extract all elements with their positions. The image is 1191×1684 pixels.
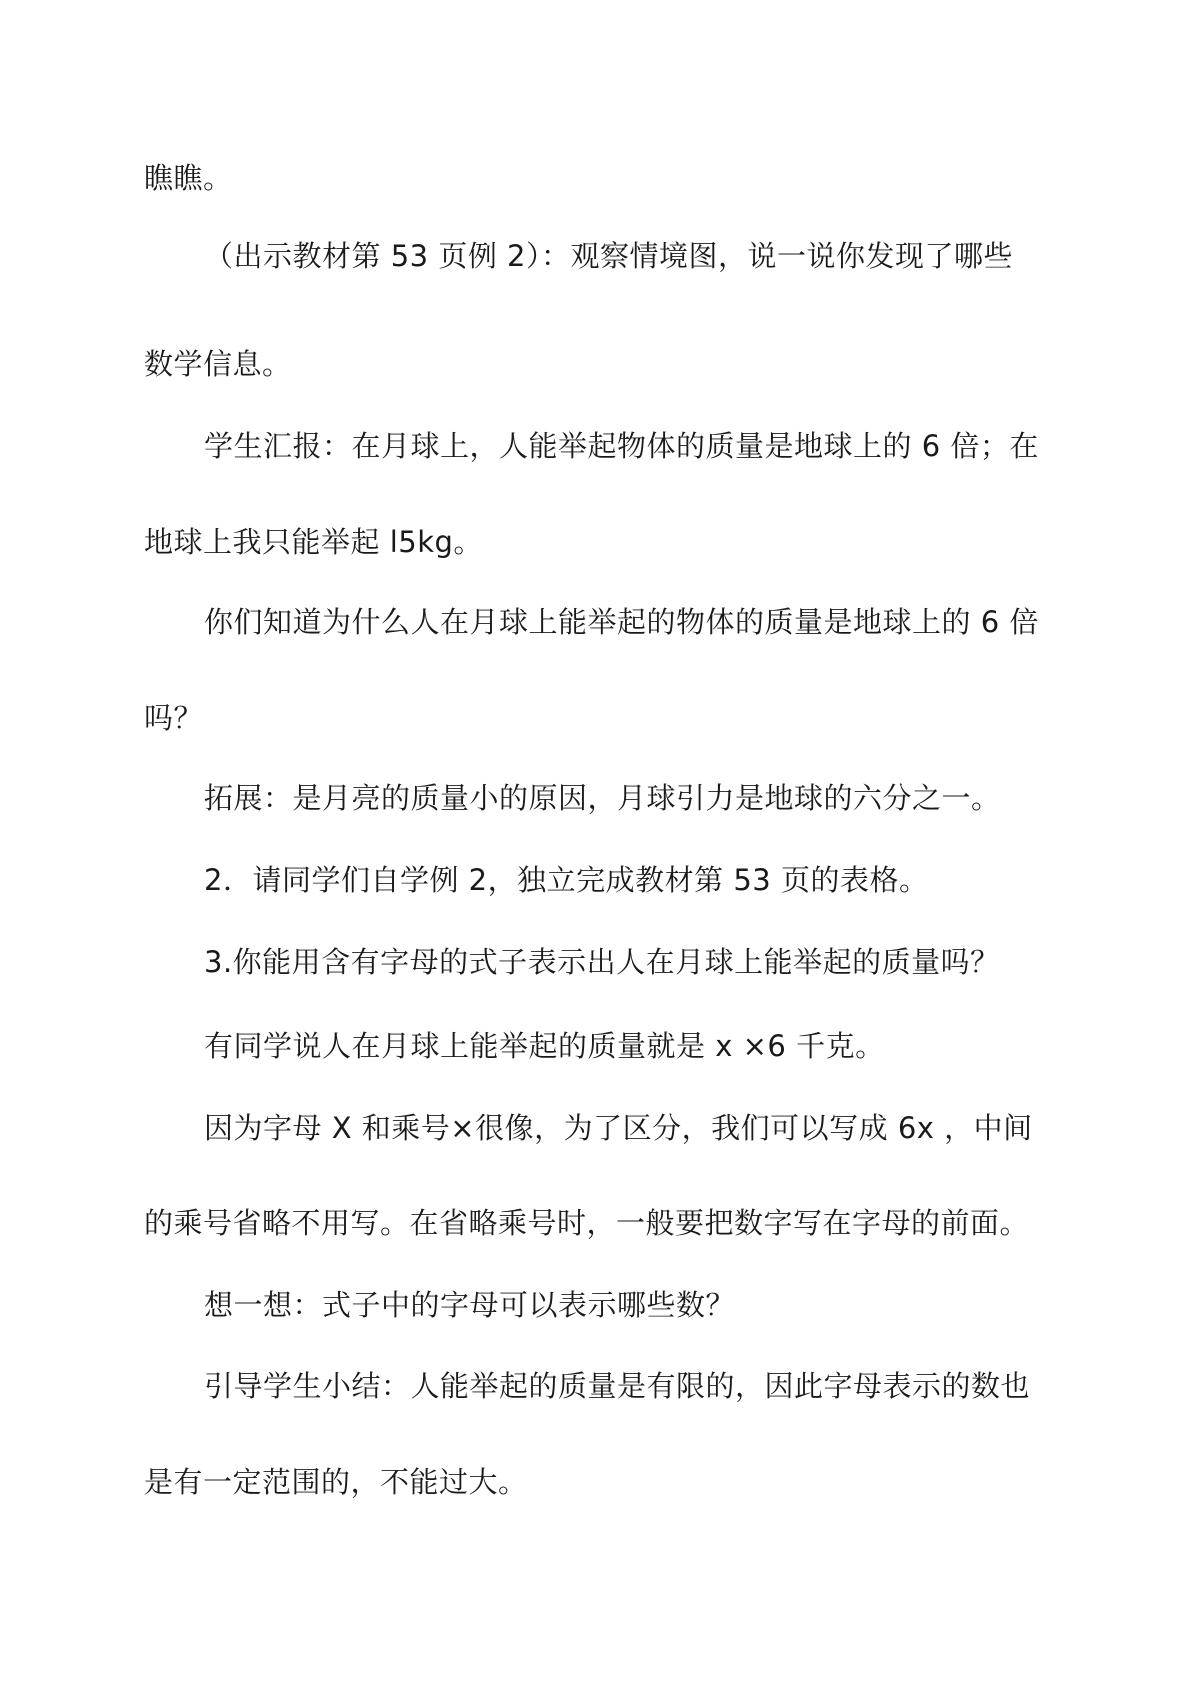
text-line-2: （出示教材第 53 页例 2）：观察情境图，说一说你发现了哪些 [204,239,1014,273]
text-line-11: 有同学说人在月球上能举起的质量就是 x ×6 千克。 [204,1029,885,1063]
text-line-15: 引导学生小结：人能举起的质量是有限的，因此字母表示的数也 [204,1369,1031,1403]
text-line-5: 地球上我只能举起 l5kg。 [144,525,483,559]
text-line-9: 2．请同学们自学例 2，独立完成教材第 53 页的表格。 [204,863,929,897]
text-line-4: 学生汇报：在月球上，人能举起物体的质量是地球上的 6 倍；在 [204,429,1039,463]
text-line-7: 吗？ [144,701,204,735]
text-line-1: 瞧瞧。 [144,161,233,195]
text-line-10: 3.你能用含有字母的式子表示出人在月球上能举起的质量吗？ [204,945,1000,979]
text-line-13: 的乘号省略不用写。在省略乘号时，一般要把数字写在字母的前面。 [144,1206,1030,1240]
text-line-14: 想一想：式子中的字母可以表示哪些数？ [204,1288,736,1322]
text-line-3: 数学信息。 [144,347,292,381]
text-line-6: 你们知道为什么人在月球上能举起的物体的质量是地球上的 6 倍 [204,605,1039,639]
text-line-12: 因为字母 X 和乘号×很像，为了区分，我们可以写成 6x ，中间 [204,1111,1033,1145]
text-line-8: 拓展：是月亮的质量小的原因，月球引力是地球的六分之一。 [204,781,1001,815]
text-line-16: 是有一定范围的，不能过大。 [144,1465,528,1499]
